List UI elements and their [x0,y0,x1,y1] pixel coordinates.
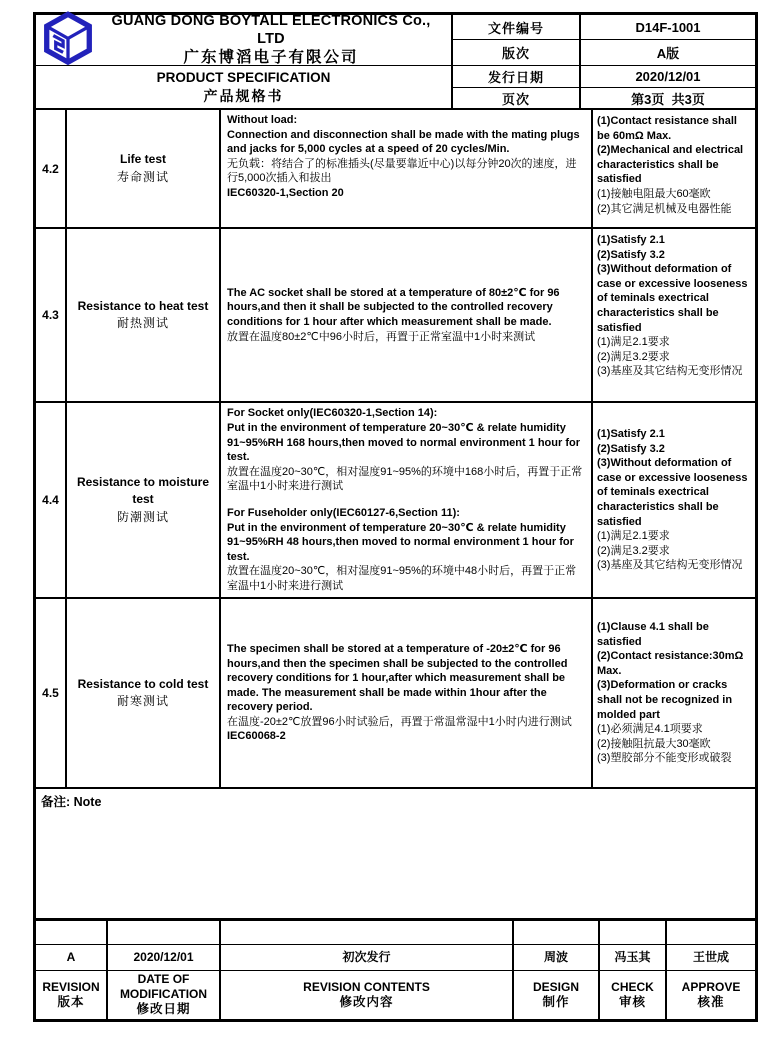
requirement-line: (1)接触电阻最大60毫欧 [597,187,711,200]
description-line: 放置在温度80±2℃中96小时后，再置于正常室温中1小时来测试 [227,330,536,343]
revision-header-row [36,971,755,1019]
test-description-cell [221,110,593,227]
revision-entry-row [36,945,755,971]
spec-row-4-3 [36,229,755,403]
test-name-en: Resistance to moisture test [76,474,210,507]
description-heading: For Fuseholder only(IEC60127-6,Section 11): [227,507,460,519]
description-line: 在温度-20±2℃放置96小时试验后，再置于常温常湿中1小时内进行测试 [227,715,572,728]
requirement-line: (2)Satisfy 3.2 [597,442,665,455]
description-line: Put in the environment of temperature 20~30℃ & relate humidity 91~95%RH 168 hours,then moved to normal environment 1 hour for test. [227,422,580,464]
spec-sheet-page [33,12,758,1022]
revision-cell [514,921,600,944]
requirement-cell [593,599,755,787]
description-line: Without load: [227,114,298,126]
company-names [101,12,451,68]
item-number: 4.5 [36,599,67,787]
requirement-line: (1)Satisfy 2.1 [597,234,665,246]
test-description-cell [221,599,593,787]
meta-label: 发行日期 [453,66,581,87]
revision-header-date [108,971,221,1019]
test-name-cn: 耐寒测试 [116,694,169,708]
description-line: Put in the environment of temperature 20~30℃ & relate humidity 91~95%RH 48 hours,then moved to normal environment 1 hour for test. [227,521,574,563]
issue-date-value: 2020/12/01 [635,69,701,84]
description-block-fuseholder [227,506,585,594]
revision-checker: 冯玉其 [600,945,667,970]
requirement-line: (3)Without deformation of case or excessive looseness of teminals exectrical characteristics shall be satisfied [597,457,748,528]
company-name-cn: 广东博滔电子有限公司 [183,49,359,67]
document-title-block [36,66,451,108]
requirement-line: (1)满足2.1要求 [597,336,670,349]
header-cn: 修改内容 [339,994,394,1009]
test-name-cell [67,403,221,597]
description-line: IEC60320-1,Section 20 [227,186,344,199]
meta-label: 文件编号 [453,15,581,39]
requirement-cell [593,403,755,597]
revision-header-check [600,971,667,1019]
requirement-line: (1)必须满足4.1项要求 [597,723,703,736]
requirement-line: (2)其它满足机械及电器性能 [597,202,732,215]
requirement-line: (2)满足3.2要求 [597,544,670,557]
requirement-cell [593,110,755,227]
revision-letter: A [36,945,108,970]
test-name-cn: 寿命测试 [116,169,169,184]
revision-cell [108,921,221,944]
requirement-line: (3)Deformation or cracks shall not be recognized in molded part [597,679,733,721]
revision-cell [36,921,108,944]
header-en: DESIGN [532,979,579,994]
requirement-line: (1)Clause 4.1 shall be satisfied [597,621,709,648]
description-heading: For Socket only(IEC60320-1,Section 14): [227,407,438,420]
requirement-cell [593,229,755,401]
company-block [36,15,451,66]
revision-cell [667,921,755,944]
doc-number-value: D14F-1001 [635,19,701,35]
item-number: 4.3 [36,229,67,401]
note-section [36,789,755,921]
revision-approver: 王世成 [692,950,729,964]
test-name-cell [67,110,221,227]
revision-header-revision [36,971,108,1019]
version-value: A版 [656,46,680,61]
header-cn: 版本 [57,994,85,1009]
document-meta-table [453,15,755,108]
test-name-cell [67,229,221,401]
test-description-cell [221,229,593,401]
description-line: 放置在温度20~30℃，相对湿度91~95%的环境中168小时后，再置于正常室温中1小时来进行测试 [227,465,583,493]
header-cn: 修改日期 [136,1002,191,1017]
description-line: 放置在温度20~30℃，相对湿度91~95%的环境中48小时后，再置于正常室温中1小时来进行测试 [227,565,577,592]
revision-header-design [514,971,600,1019]
header-en: APPROVE [681,979,741,994]
requirement-line: (2)Contact resistance:30mΩ Max. [597,650,744,677]
test-name-cn: 防潮测试 [116,509,169,524]
requirement-line: (2)Mechanical and electrical characteristics shall be satisfied [597,144,744,186]
requirement-line: (1)满足2.1要求 [597,530,670,543]
note-label: 备注: Note [41,795,102,809]
requirement-line: (2)满足3.2要求 [597,350,670,363]
meta-label: 页次 [453,88,581,108]
requirement-line: (3)塑胶部分不能变形或破裂 [597,752,732,765]
meta-row-issue-date [453,66,755,88]
meta-row-version [453,40,755,66]
spec-row-4-2 [36,110,755,229]
company-logo-cube-icon [43,11,93,70]
page-header [36,15,755,110]
description-lines [227,421,585,494]
revision-header-approve [667,971,755,1019]
revision-designer: 周波 [514,945,600,970]
company-name-en: GUANG DONG BOYTALL ELECTRONICS Co., LTD [111,13,431,48]
revision-cell [221,921,514,944]
requirement-line: (3)基座及其它结构无变形情况 [597,559,743,572]
header-en: DATE OF MODIFICATION [119,972,208,1002]
spec-row-4-4 [36,403,755,599]
requirement-line: (1)Contact resistance shall be 60mΩ Max. [597,115,737,142]
description-line: The AC socket shall be stored at a temperature of 80±2℃ for 96 hours,and then it shall be subjected to the controlled recovery conditions for 1 hour after which measurement shall be made. [227,286,560,328]
description-line: Connection and disconnection shall be made with the mating plugs and jacks for 5,000 cycles at a speed of 20 cycles/Min. [227,128,580,156]
test-name-en: Resistance to cold test [77,676,209,691]
meta-row-doc-number [453,15,755,40]
header-left-block [36,15,453,108]
header-en: REVISION CONTENTS [303,979,430,994]
header-cn: 制作 [542,994,570,1009]
revision-header-contents [221,971,514,1019]
meta-label: 版次 [453,40,581,65]
meta-row-page-number [453,88,755,108]
description-block-socket [227,406,585,494]
document-title-cn: 产品规格书 [203,87,284,104]
test-name-cell [67,599,221,787]
requirement-line: (1)Satisfy 2.1 [597,428,665,441]
test-name-cn: 耐热测试 [116,316,169,330]
document-title-en: PRODUCT SPECIFICATION [156,70,331,86]
header-en: REVISION [42,979,100,994]
revision-contents: 初次发行 [221,945,514,970]
description-line: The specimen shall be stored at a temperature of -20±2℃ for 96 hours,and then the specimen shall be subjected to the controlled recovery conditions for 1 hour,after which measurement shall be made. The measurement shall be made within 1hour after the recovery period. [227,642,568,714]
header-cn: 核准 [697,994,725,1009]
revision-date: 2020/12/01 [108,945,221,970]
test-name-en: Resistance to heat test [77,298,209,313]
item-number: 4.4 [36,403,67,597]
test-description-cell [221,403,593,597]
description-line: IEC60068-2 [227,730,286,743]
description-line: 无负载：将结合了的标准插头(尽量要靠近中心)以每分钟20次的速度，进行5,000次插入和拔出 [227,157,577,185]
test-name-en: Life test [119,152,166,167]
spec-row-4-5 [36,599,755,789]
revision-cell [600,921,667,944]
description-lines [227,521,585,594]
page-number-value: 第3页 共3页 [631,91,705,107]
requirement-line: (2)Satisfy 3.2 [597,248,665,261]
item-number: 4.2 [36,110,67,227]
requirement-line: (2)接触阻抗最大30毫欧 [597,737,711,750]
revision-empty-row [36,921,755,945]
header-en: CHECK [611,979,654,994]
requirement-line: (3)Without deformation of case or excessive looseness of teminals exectrical characteristics shall be satisfied [597,263,748,334]
requirement-line: (3)基座及其它结构无变形情况 [597,365,743,378]
header-cn: 审核 [618,994,646,1009]
